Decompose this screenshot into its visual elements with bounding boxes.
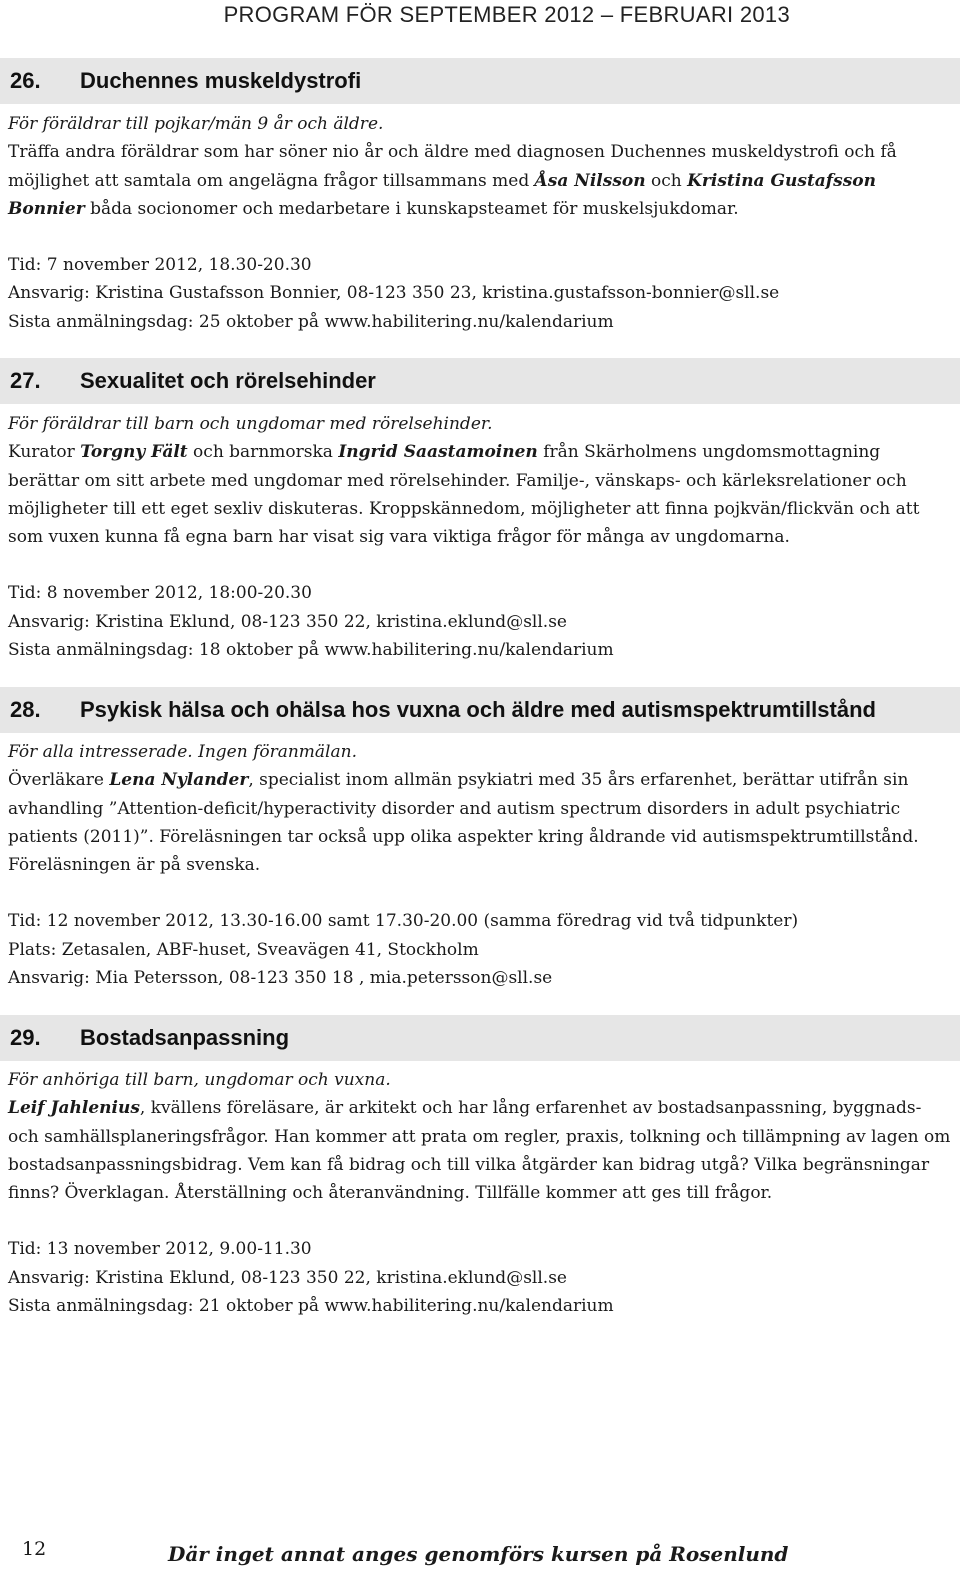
info-place: Plats: Zetasalen, ABF-huset, Sveavägen 41, Stockholm — [8, 939, 479, 960]
section-audience: För anhöriga till barn, ungdomar och vuxna. — [8, 1070, 391, 1090]
section-body-28 — [8, 738, 952, 992]
info-time: Tid: 8 november 2012, 18:00-20.30 — [8, 583, 312, 604]
info-time: Tid: 12 november 2012, 13.30-16.00 samt 17.30-20.00 (samma föredrag vid två tidpunkter) — [8, 911, 799, 932]
section-audience: För föräldrar till barn och ungdomar med rörelsehinder. — [8, 414, 493, 434]
speaker-name: Leif Jahlenius — [8, 1098, 140, 1119]
speaker-name: Lena Nylander — [109, 770, 249, 791]
section-heading-29 — [0, 1015, 960, 1061]
section-heading-27 — [0, 358, 960, 404]
section-body-29 — [8, 1066, 952, 1320]
section-number: 28. — [10, 697, 41, 722]
section-title: Sexualitet och rörelsehinder — [80, 368, 376, 393]
section-title: Psykisk hälsa och ohälsa hos vuxna och äldre med autismspektrumtillstånd — [80, 697, 876, 722]
section-description: Överläkare Lena Nylander, specialist inom allmän psykiatri med 35 års erfarenhet, berättar utifrån sin avhandling ”Attention-deficit/hyperactivity disorder and autism spectrum disorders in adult psychiatric patients (2011)”. Föreläsningen tar också upp olika aspekter kring åldrande vid autismspektrumtillstånd. Föreläsningen är på svenska. — [8, 770, 919, 876]
speaker-name: Åsa Nilsson — [534, 170, 646, 191]
footer-note: Där inget annat anges genomförs kursen på Rosenlund — [168, 1542, 789, 1566]
speaker-name: Ingrid Saastamoinen — [338, 442, 538, 463]
speaker-name: Kristina Gustafsson Bonnier — [8, 170, 876, 219]
info-deadline: Sista anmälningsdag: 18 oktober på www.habilitering.nu/kalendarium — [8, 640, 614, 661]
info-deadline: Sista anmälningsdag: 25 oktober på www.habilitering.nu/kalendarium — [8, 311, 614, 332]
section-description: Leif Jahlenius, kvällens föreläsare, är arkitekt och har lång erfarenhet av bostadsanpassning, byggnads- och samhällsplaneringsfrågor. Han kommer att prata om regler, praxis, tolkning och tillämpning av lagen om bostadsanpassningsbidrag. Vem kan få bidrag och till vilka åtgärder kan bidrag utgå? Vilka begränsningar finns? Överklagan. Återställning och återanvändning. Tillfälle kommer att ges till frågor. — [8, 1098, 951, 1204]
section-description: Kurator Torgny Fält och barnmorska Ingrid Saastamoinen från Skärholmens ungdomsmottagning berättar om sitt arbete med ungdomar med rörelsehinder. Familje-, vänskaps- och kärleksrelationer och möjligheter till ett eget sexliv diskuteras. Kroppskännedom, möjligheter att finna pojkvän/flickvän och att som vuxen kunna få egna barn har visat sig vara viktiga frågor för många av ungdomarna. — [8, 442, 920, 548]
page-number: 12 — [22, 1538, 47, 1560]
section-number: 27. — [10, 368, 41, 393]
section-number: 29. — [10, 1025, 41, 1050]
section-body-26 — [8, 110, 952, 336]
section-audience: För föräldrar till pojkar/män 9 år och äldre. — [8, 114, 384, 134]
section-description: Träffa andra föräldrar som har söner nio år och äldre med diagnosen Duchennes muskeldystrofi och få möjlighet att samtala om angelägna frågor tillsammans med Åsa Nilsson och Kristina Gustafsson Bonnier båda socionomer och medarbetare i kunskapsteamet för muskelsjukdomar. — [8, 142, 897, 219]
info-deadline: Sista anmälningsdag: 21 oktober på www.habilitering.nu/kalendarium — [8, 1296, 614, 1317]
info-responsible: Ansvarig: Kristina Gustafsson Bonnier, 08-123 350 23, kristina.gustafsson-bonnier@sll.se — [8, 283, 780, 304]
section-title: Duchennes muskeldystrofi — [80, 68, 362, 93]
section-number: 26. — [10, 68, 41, 93]
info-responsible: Ansvarig: Kristina Eklund, 08-123 350 22, kristina.eklund@sll.se — [8, 611, 567, 632]
speaker-name: Torgny Fält — [80, 442, 188, 463]
info-responsible: Ansvarig: Kristina Eklund, 08-123 350 22, kristina.eklund@sll.se — [8, 1267, 567, 1288]
info-responsible: Ansvarig: Mia Petersson, 08-123 350 18 , mia.petersson@sll.se — [8, 968, 553, 989]
section-audience: För alla intresserade. Ingen föranmälan. — [8, 742, 357, 762]
section-title: Bostadsanpassning — [80, 1025, 290, 1050]
page-header: PROGRAM FÖR SEPTEMBER 2012 – FEBRUARI 2013 — [223, 2, 790, 27]
info-time: Tid: 13 november 2012, 9.00-11.30 — [8, 1239, 312, 1260]
section-heading-26 — [0, 58, 960, 104]
section-heading-28 — [0, 687, 960, 733]
section-body-27 — [8, 410, 952, 664]
info-time: Tid: 7 november 2012, 18.30-20.30 — [8, 255, 312, 276]
